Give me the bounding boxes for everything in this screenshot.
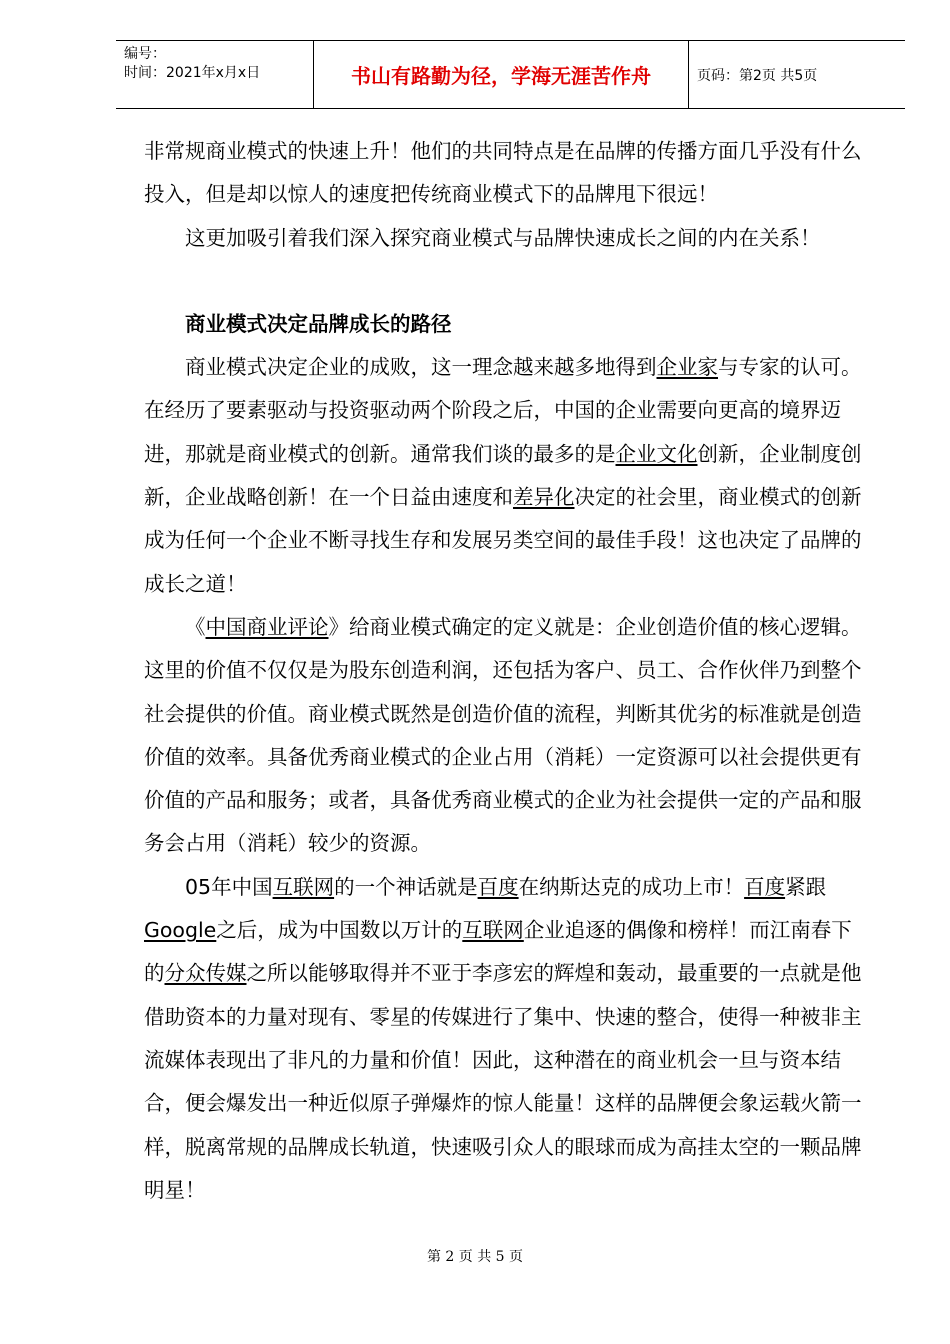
link-china-business-review[interactable]: 中国商业评论 [205,614,329,639]
header-page-label: 页码：第2页 共5页 [697,67,818,84]
paragraph-2: 这更加吸引着我们深入探究商业模式与品牌快速成长之间的内在关系！ [185,225,821,250]
text-run: 之所以能够取得并不亚于李彦宏的辉煌和轰动，最重要的一点就是他借助资本的力量对现有、零星的传媒进行了集中、快速的整合，使得一种被非主流媒体表现出了非凡的力量和价值！因此，这种潜在的商业机会一旦与资本结合，便会爆发出一种近似原子弹爆炸的惊人能量！这样的品牌便会象运载火箭一样，脱离常规的品牌成长轨道，快速吸引众人的眼球而成为高挂太空的一颗品牌明星！ [144,961,862,1202]
link-differentiation[interactable]: 差异化 [513,485,575,510]
header-motto: 书山有路勤为径，学海无涯苦作舟 [314,41,689,108]
text-run: 企业追逐的偶像和榜样！而江南春下的 [144,918,852,986]
text-run: 之后，成为中国数以万计的 [216,918,463,943]
text-run: 》给商业模式确定的定义就是：企业创造价值的核心逻辑。这里的价值不仅仅是为股东创造利润，还包括为客户、员工、合作伙伴乃到整个社会提供的价值。商业模式既然是创造价值的流程，判断其优劣的标准就是创造价值的效率。具备优秀商业模式的企业占用（消耗）一定资源可以社会提供更有价值的产品和服务；或者，具备优秀商业模式的企业为社会提供一定的产品和服务会占用（消耗）较少的资源。 [144,614,862,856]
number-label: 编号： [124,46,166,62]
link-internet-2[interactable]: 互联网 [462,918,524,943]
link-baidu-2[interactable]: 百度 [744,874,786,899]
text-run: 决定的社会里，商业模式的创新成为任何一个企业不断寻找生存和发展另类空间的最佳手段！这也决定了品牌的成长之道！ [144,485,862,596]
text-run: 创新，企业制度创新，企业战略创新！在一个日益由速度和 [144,441,862,510]
paragraph-4 [144,606,864,866]
paragraph-3 [144,346,864,606]
text-run: 年中国 [211,874,273,899]
text-run: 紧跟 [785,874,827,899]
text-run: 在纳斯达克的成功上市！ [518,874,745,899]
document-body [144,130,864,1212]
section-heading: 商业模式决定品牌成长的路径 [185,311,452,336]
paragraph-1: 非常规商业模式的快速上升！他们的共同特点是在品牌的传播方面几乎没有什么投入，但是却以惊人的速度把传统商业模式下的品牌甩下很远！ [144,139,862,207]
link-internet[interactable]: 互联网 [272,874,335,899]
paragraph-5 [144,866,864,1212]
link-focus-media[interactable]: 分众传媒 [164,961,247,986]
text-run: 与专家的认可。在经历了要素驱动与投资驱动两个阶段之后，中国的企业需要向更高的境界迈进，那就是商业模式的创新。通常我们谈的最多的是 [144,355,862,466]
page-header [116,40,905,109]
time-label: 时间：2021年x月x日 [124,65,261,81]
text-run: 《 [185,614,206,639]
text-run: 的一个神话就是 [334,874,478,899]
header-meta [116,41,314,108]
text-run: 05 [185,874,212,899]
link-baidu[interactable]: 百度 [477,874,519,899]
page-footer: 第 2 页 共 5 页 [426,1249,524,1265]
text-run: 商业模式决定企业的成败，这一理念越来越多地得到 [185,355,657,380]
link-corporate-culture[interactable]: 企业文化 [615,441,698,466]
link-entrepreneur[interactable]: 企业家 [656,355,718,380]
link-google[interactable]: Google [144,918,217,943]
